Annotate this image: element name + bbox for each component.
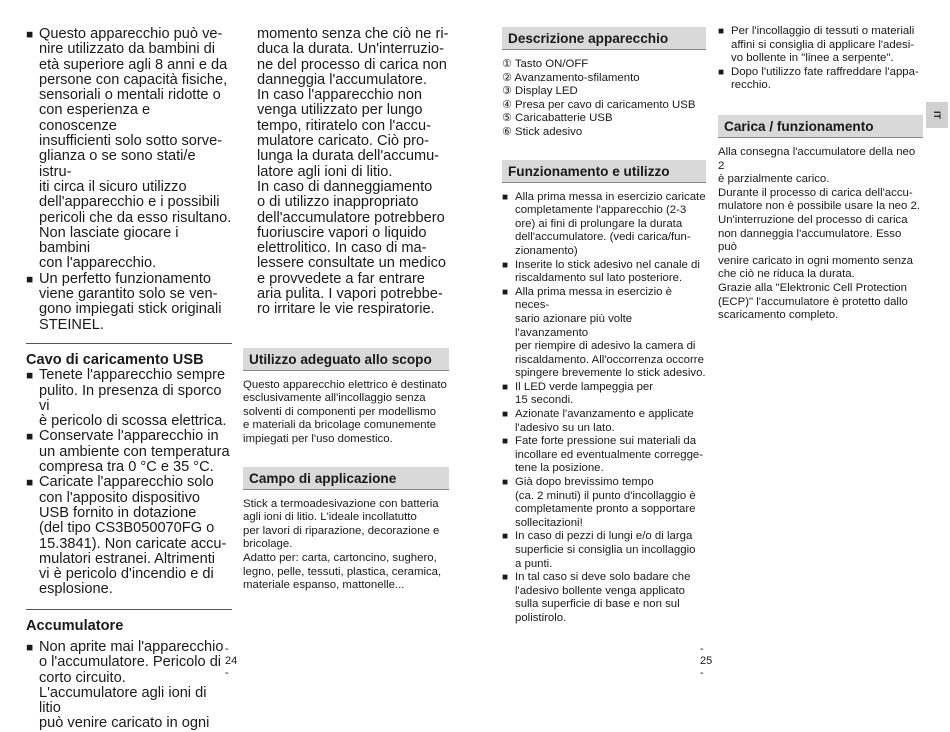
tip-item: ■ Per l'incollaggio di tessuti o materiali affini si consiglia di applicare l'adesi- vo bollente in "linee a serpente".: [718, 25, 923, 66]
uso-text: Questo apparecchio elettrico è destinato esclusivamente all'incollaggio senza solventi di componenti per modellismo e materiali da bricolage comunemente impiegati per l'uso domestico.: [243, 378, 447, 446]
page-number-right: - 25 -: [700, 643, 713, 679]
tip-item: ■ Dopo l'utilizzo fate raffreddare l'appa- recchio.: [718, 66, 923, 93]
carica-heading: Carica / funzionamento: [718, 115, 923, 138]
desc-item: ⑥ Stick adesivo: [502, 125, 583, 138]
uso-heading: Utilizzo adeguato allo scopo: [243, 348, 449, 371]
left-col-2: [243, 27, 449, 593]
accumulator-text: momento senza che ciò ne ri- duca la durata. Un'interruzio- ne del processo di carica non danneggia l'accumulatore. In caso l'apparecchio non venga utilizzato per lungo tempo, ritiratelo con l'accu- mulatore caricato. Ciò pro- lunga la durata dell'accumu- latore agli ioni di litio. In caso di danneggiamento o di utilizzo inappropriato dell'accumulatore potrebbero fuoriuscire vapori o liquido elettrolitico. In caso di ma- lessere consultate un medico e provvedete a far entrare aria pulita. I vapori potrebbe- ro irritare le vie respiratorie.: [257, 26, 449, 318]
desc-item: ① Tasto ON/OFF: [502, 58, 589, 70]
usb-heading: Cavo di caricamento USB: [26, 343, 232, 368]
funz-item: ■ In tal caso si deve solo badare che l'adesivo bollente venga applicato sulla superficie di base e non sul polistirolo.: [502, 571, 706, 625]
funz-item: ■ Alla prima messa in esercizio è neces- sario azionare più volte l'avanzamento per riempire di adesivo la camera di riscaldamento. All'occorrenza occorre spingere brevemente lo stick adesivo.: [502, 286, 706, 381]
acc-item: ■ Non aprite mai l'apparecchio o l'accumulatore. Pericolo di corto circuito. L'accumulatore agli ioni di litio può venire caricato in ogni: [26, 640, 232, 732]
campo-text: Stick a termoadesivazione con batteria agli ioni di litio. L'ideale incollatutto per lavori di riparazione, decorazione e bricolage. Adatto per: carta, cartoncino, sughero, legno, pelle, tessuti, plastica, ceramica, materiale espanso, mattonelle...: [243, 497, 442, 592]
left-col-1: [26, 27, 232, 732]
funz-item: ■ Alla prima messa in esercizio caricate completamente l'apparecchio (2-3 ore) ai fini di prolungare la durata dell'accumulatore. (vedi carica/fun- zionamento): [502, 191, 706, 259]
campo-heading: Campo di applicazione: [243, 467, 449, 490]
language-tab: IT: [926, 102, 948, 128]
usb-item: ■ Conservate l'apparecchio in un ambiente con temperatura compresa tra 0 °C e 35 °C.: [26, 429, 232, 475]
right-col-2: [718, 25, 923, 323]
funz-item: ■ Il LED verde lampeggia per 15 secondi.: [502, 381, 706, 408]
desc-heading: Descrizione apparecchio: [502, 27, 706, 50]
page-number-left: - 24 -: [225, 643, 238, 679]
right-col-1: [502, 27, 706, 626]
usb-item: ■ Caricate l'apparecchio solo con l'apposito dispositivo USB fornito in dotazione (del tipo CS3B050070FG o 15.3841). Non caricate accu- mulatori estranei. Altrimenti vi è pericolo d'incendio e di esplosione.: [26, 475, 232, 597]
desc-item: ② Avanzamento-sfilamento: [502, 71, 640, 84]
safety-item: ■ Questo apparecchio può ve- nire utilizzato da bambini di età superiore agli 8 anni e da persone con capacità fisiche, sensoriali o mentali ridotte o con esperienza e conoscenze insufficienti solo sotto sorve- glianza o se sono stati/e istru- iti circa il sicuro utilizzo dell'apparecchio e i possibili pericoli che da esso risultano. Non lasciate giocare i bambini con l'apparecchio.: [26, 27, 232, 272]
desc-item: ④ Presa per cavo di caricamento USB: [502, 98, 696, 111]
carica-text: Alla consegna l'accumulatore della neo 2 è parzialmente carico. Durante il processo di carica dell'accu- mulatore non è possibile usare la neo 2. Un'interruzione del processo di carica non danneggia l'accumulatore. Esso può venire caricato in ogni momento senza che ciò ne riduca la durata. Grazie alla "Elektronic Cell Protection (ECP)" l'accumulatore è protetto dallo scaricamento completo.: [718, 145, 920, 322]
safety-item: ■ Un perfetto funzionamento viene garantito solo se ven- gono impiegati stick originali STEINEL.: [26, 272, 232, 333]
funz-item: ■ Inserite lo stick adesivo nel canale di riscaldamento sul lato posteriore.: [502, 259, 706, 286]
tips-list: [718, 25, 923, 93]
funz-heading: Funzionamento e utilizzo: [502, 160, 706, 183]
funz-item: ■ Fate forte pressione sui materiali da incollare ed eventualmente correggе- tene la posizione.: [502, 435, 706, 476]
usb-item: ■ Tenete l'apparecchio sempre pulito. In presenza di sporco vi è pericolo di scossa elettrica.: [26, 368, 232, 429]
funz-item: ■ Azionate l'avanzamento e applicate l'adesivo su un lato.: [502, 408, 706, 435]
funz-item: ■ In caso di pezzi di lungi e/o di larga superficie si consiglia un incollaggio a punti.: [502, 530, 706, 571]
desc-item: ⑤ Caricabatterie USB: [502, 112, 613, 125]
desc-list: [502, 58, 706, 140]
acc-heading: Accumulatore: [26, 609, 232, 634]
desc-item: ③ Display LED: [502, 85, 578, 98]
funz-item: ■ Già dopo brevissimo tempo (ca. 2 minuti) il punto d'incollaggio è completamente pronto a sopportare sollecitazioni!: [502, 476, 706, 530]
funz-list: [502, 191, 706, 626]
